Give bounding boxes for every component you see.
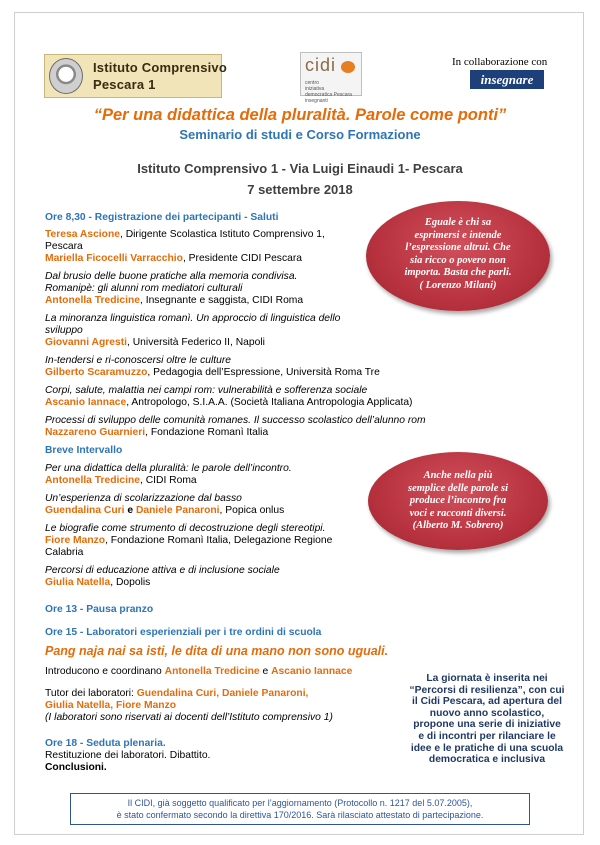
cidi-logo <box>300 52 362 104</box>
program-line <box>45 505 284 517</box>
program-line <box>45 738 166 750</box>
program-text: In-tendersi e ri-conoscersi oltre le culture <box>45 355 231 366</box>
program-line <box>45 666 352 678</box>
speaker-name: Antonella Tredicine <box>45 295 140 306</box>
program-line <box>45 750 210 762</box>
program-text: sviluppo <box>45 325 83 336</box>
program-text: , Fondazione Romanì Italia <box>145 427 269 438</box>
speaker-name: Fiore Manzo <box>45 535 106 546</box>
session-heading: Breve Intervallo <box>45 445 123 456</box>
program-line <box>45 427 268 439</box>
speaker-name: Ascanio Iannace <box>271 666 353 677</box>
speaker-name: Daniele Panaroni <box>135 505 220 516</box>
speaker-name: Antonella Tredicine <box>164 666 260 677</box>
seminar-subtitle: Seminario di studi e Corso Formazione <box>179 127 421 142</box>
program-text: Pang naja nai sa isti, le dita di una mano non sono uguali. <box>45 644 389 658</box>
cidi-small-3: democratica <box>305 92 333 98</box>
program-line <box>45 712 333 724</box>
cidi-city: Pescara <box>333 92 352 98</box>
speaker-name: Ascanio Iannace <box>45 397 127 408</box>
footer-line-2: è stato confermato secondo la direttiva 170/2016. Sarà rilasciato attestato di partecipazione. <box>116 810 484 820</box>
program-line <box>45 646 388 659</box>
program-text: Corpi, salute, malattia nei campi rom: vulnerabilità e sofferenza sociale <box>45 385 368 396</box>
program-text: , Insegnante e saggista, CIDI Roma <box>139 295 304 306</box>
school-logo-line-1: Istituto Comprensivo <box>93 60 228 75</box>
speaker-name: Guendalina Curi <box>45 505 125 516</box>
quote-bubble-milani <box>366 201 550 311</box>
session-heading: Ore 18 - Seduta plenaria. <box>45 738 166 749</box>
program-line <box>45 325 83 337</box>
quote-milani-text: Eguale è chi sa esprimersi e intende l’espressione altrui. Che sia ricco o povero non importa. Basta che parli. ( Lorenzo Milani) <box>404 217 512 291</box>
speaker-name: Antonella Tredicine <box>45 475 140 486</box>
program-line <box>45 295 303 307</box>
program-line <box>45 241 83 253</box>
resilience-note: La giornata è inserita nei “Percorsi di resilienza”, con cui il Cidi Pescara, ad apertura del nuovo anno scolastico, propone una serie di iniziative e di incontri per rilanciare le idee e le pratiche di una scuola democratica e inclusiva <box>409 673 565 766</box>
program-text: , Pedagogia dell’Espressione, Università Roma Tre <box>147 367 380 378</box>
program-line <box>45 493 242 505</box>
program-text: , Antropologo, S.I.A.A. (Società Italiana Antropologia Applicata) <box>126 397 413 408</box>
school-logo <box>44 54 228 98</box>
program-text: , Dopolis <box>110 577 151 588</box>
program-text: , Presidente CIDI Pescara <box>182 253 302 264</box>
program-text: (I laboratori sono riservati ai docenti dell’Istituto comprensivo 1) <box>45 712 333 723</box>
speaker-name: Giulia Natella, Fiore Manzo <box>45 700 177 711</box>
program-text: , CIDI Roma <box>139 475 197 486</box>
program-text: Calabria <box>45 547 84 558</box>
session-heading: Ore 13 - Pausa pranzo <box>45 604 154 615</box>
program-line <box>45 523 325 535</box>
program-text: , Dirigente Scolastica Istituto Comprensivo 1, <box>119 229 325 240</box>
program-line <box>45 355 231 367</box>
speaker-name: Guendalina Curi, Daniele Panaroni, <box>136 688 309 699</box>
program-line <box>45 385 367 397</box>
program-line <box>45 463 292 475</box>
program-text: , Fondazione Romanì Italia, Delegazione Regione <box>105 535 333 546</box>
footer-line-1: Il CIDI, già soggetto qualificato per l’aggiornamento (Protocollo n. 1217 del 5.07.2005), <box>127 798 473 808</box>
cidi-logo-small-text <box>305 80 352 104</box>
program-text: La minoranza linguistica romanì. Un approccio di linguistica dello <box>45 313 341 324</box>
program-line <box>45 475 197 487</box>
program-line <box>45 271 297 283</box>
cidi-bird-icon <box>341 61 355 73</box>
speaker-name: Giulia Natella <box>45 577 111 588</box>
speaker-name: Nazzareno Guarnieri <box>45 427 146 438</box>
program-text: e <box>124 505 136 516</box>
program-line <box>45 337 265 349</box>
program-text: Conclusioni. <box>45 762 107 773</box>
quote-sobrero-text: Anche nella più semplice delle parole si produce l’incontro fra voci e racconti diversi. (Alberto M. Sobrero) <box>407 470 509 531</box>
school-logo-line-2: Pescara 1 <box>93 77 156 92</box>
italian-republic-emblem-icon <box>49 58 83 94</box>
footer-box <box>70 793 530 825</box>
program-text: Pescara <box>45 241 83 252</box>
program-text: Percorsi di educazione attiva e di inclusione sociale <box>45 565 280 576</box>
program-line <box>45 397 412 409</box>
program-text: Le biografie come strumento di decostruzione degli stereotipi. <box>45 523 326 534</box>
program-line <box>45 547 83 559</box>
program-text: Tutor dei laboratori: <box>45 688 137 699</box>
session-heading: Ore 15 - Laboratori esperienziali per i tre ordini di scuola <box>45 627 322 638</box>
speaker-name: Teresa Ascione <box>45 229 120 240</box>
seminar-title: “Per una didattica della pluralità. Parole come ponti” <box>93 106 507 124</box>
program-line <box>45 700 176 712</box>
insegnare-logo: insegnare <box>470 70 544 89</box>
collaboration-label: In collaborazione con <box>452 56 548 68</box>
program-text: Dal brusio delle buone pratiche alla memoria condivisa. <box>45 271 298 282</box>
program-text: e <box>259 666 272 677</box>
program-line <box>45 762 107 774</box>
cidi-small-2: iniziativa <box>305 86 325 92</box>
program-line <box>45 604 153 616</box>
program-text: Romanipè: gli alunni rom mediatori culturali <box>45 283 243 294</box>
program-line <box>45 229 325 241</box>
speaker-name: Gilberto Scaramuzzo <box>45 367 148 378</box>
quote-bubble-sobrero <box>368 452 548 550</box>
program-line <box>45 253 302 265</box>
program-text: Introducono e coordinano <box>45 666 165 677</box>
program-line <box>45 445 122 457</box>
program-line <box>45 283 242 295</box>
program-line <box>45 313 340 325</box>
program-line <box>45 367 380 379</box>
program-line <box>45 565 280 577</box>
program-text: , Università Federico II, Napoli <box>127 337 265 348</box>
program-text: Per una didattica della pluralità: le parole dell’incontro. <box>45 463 292 474</box>
speaker-name: Giovanni Agresti <box>45 337 128 348</box>
session-heading: Ore 8,30 - Registrazione dei partecipanti - Saluti <box>45 212 279 223</box>
event-date: 7 settembre 2018 <box>247 182 353 197</box>
program-line <box>45 415 426 427</box>
program-line <box>45 212 278 224</box>
program-line <box>45 577 150 589</box>
program-text: Un’esperienza di scolarizzazione dal basso <box>45 493 242 504</box>
program-text: Processi di sviluppo delle comunità romanes. Il successo scolastico dell’alunno rom <box>45 415 426 426</box>
speaker-name: Mariella Ficocelli Varracchio <box>45 253 183 264</box>
program-line <box>45 535 332 547</box>
program-text: Restituzione dei laboratori. Dibattito. <box>45 750 211 761</box>
program-line <box>45 688 308 700</box>
cidi-logo-word: cidi <box>305 55 337 75</box>
cidi-small-1: centro <box>305 80 319 86</box>
program-text: , Popica onlus <box>219 505 285 516</box>
program-line <box>45 627 321 639</box>
venue: Istituto Comprensivo 1 - Via Luigi Einaudi 1- Pescara <box>137 161 463 176</box>
cidi-small-4: insegnanti <box>305 98 328 104</box>
